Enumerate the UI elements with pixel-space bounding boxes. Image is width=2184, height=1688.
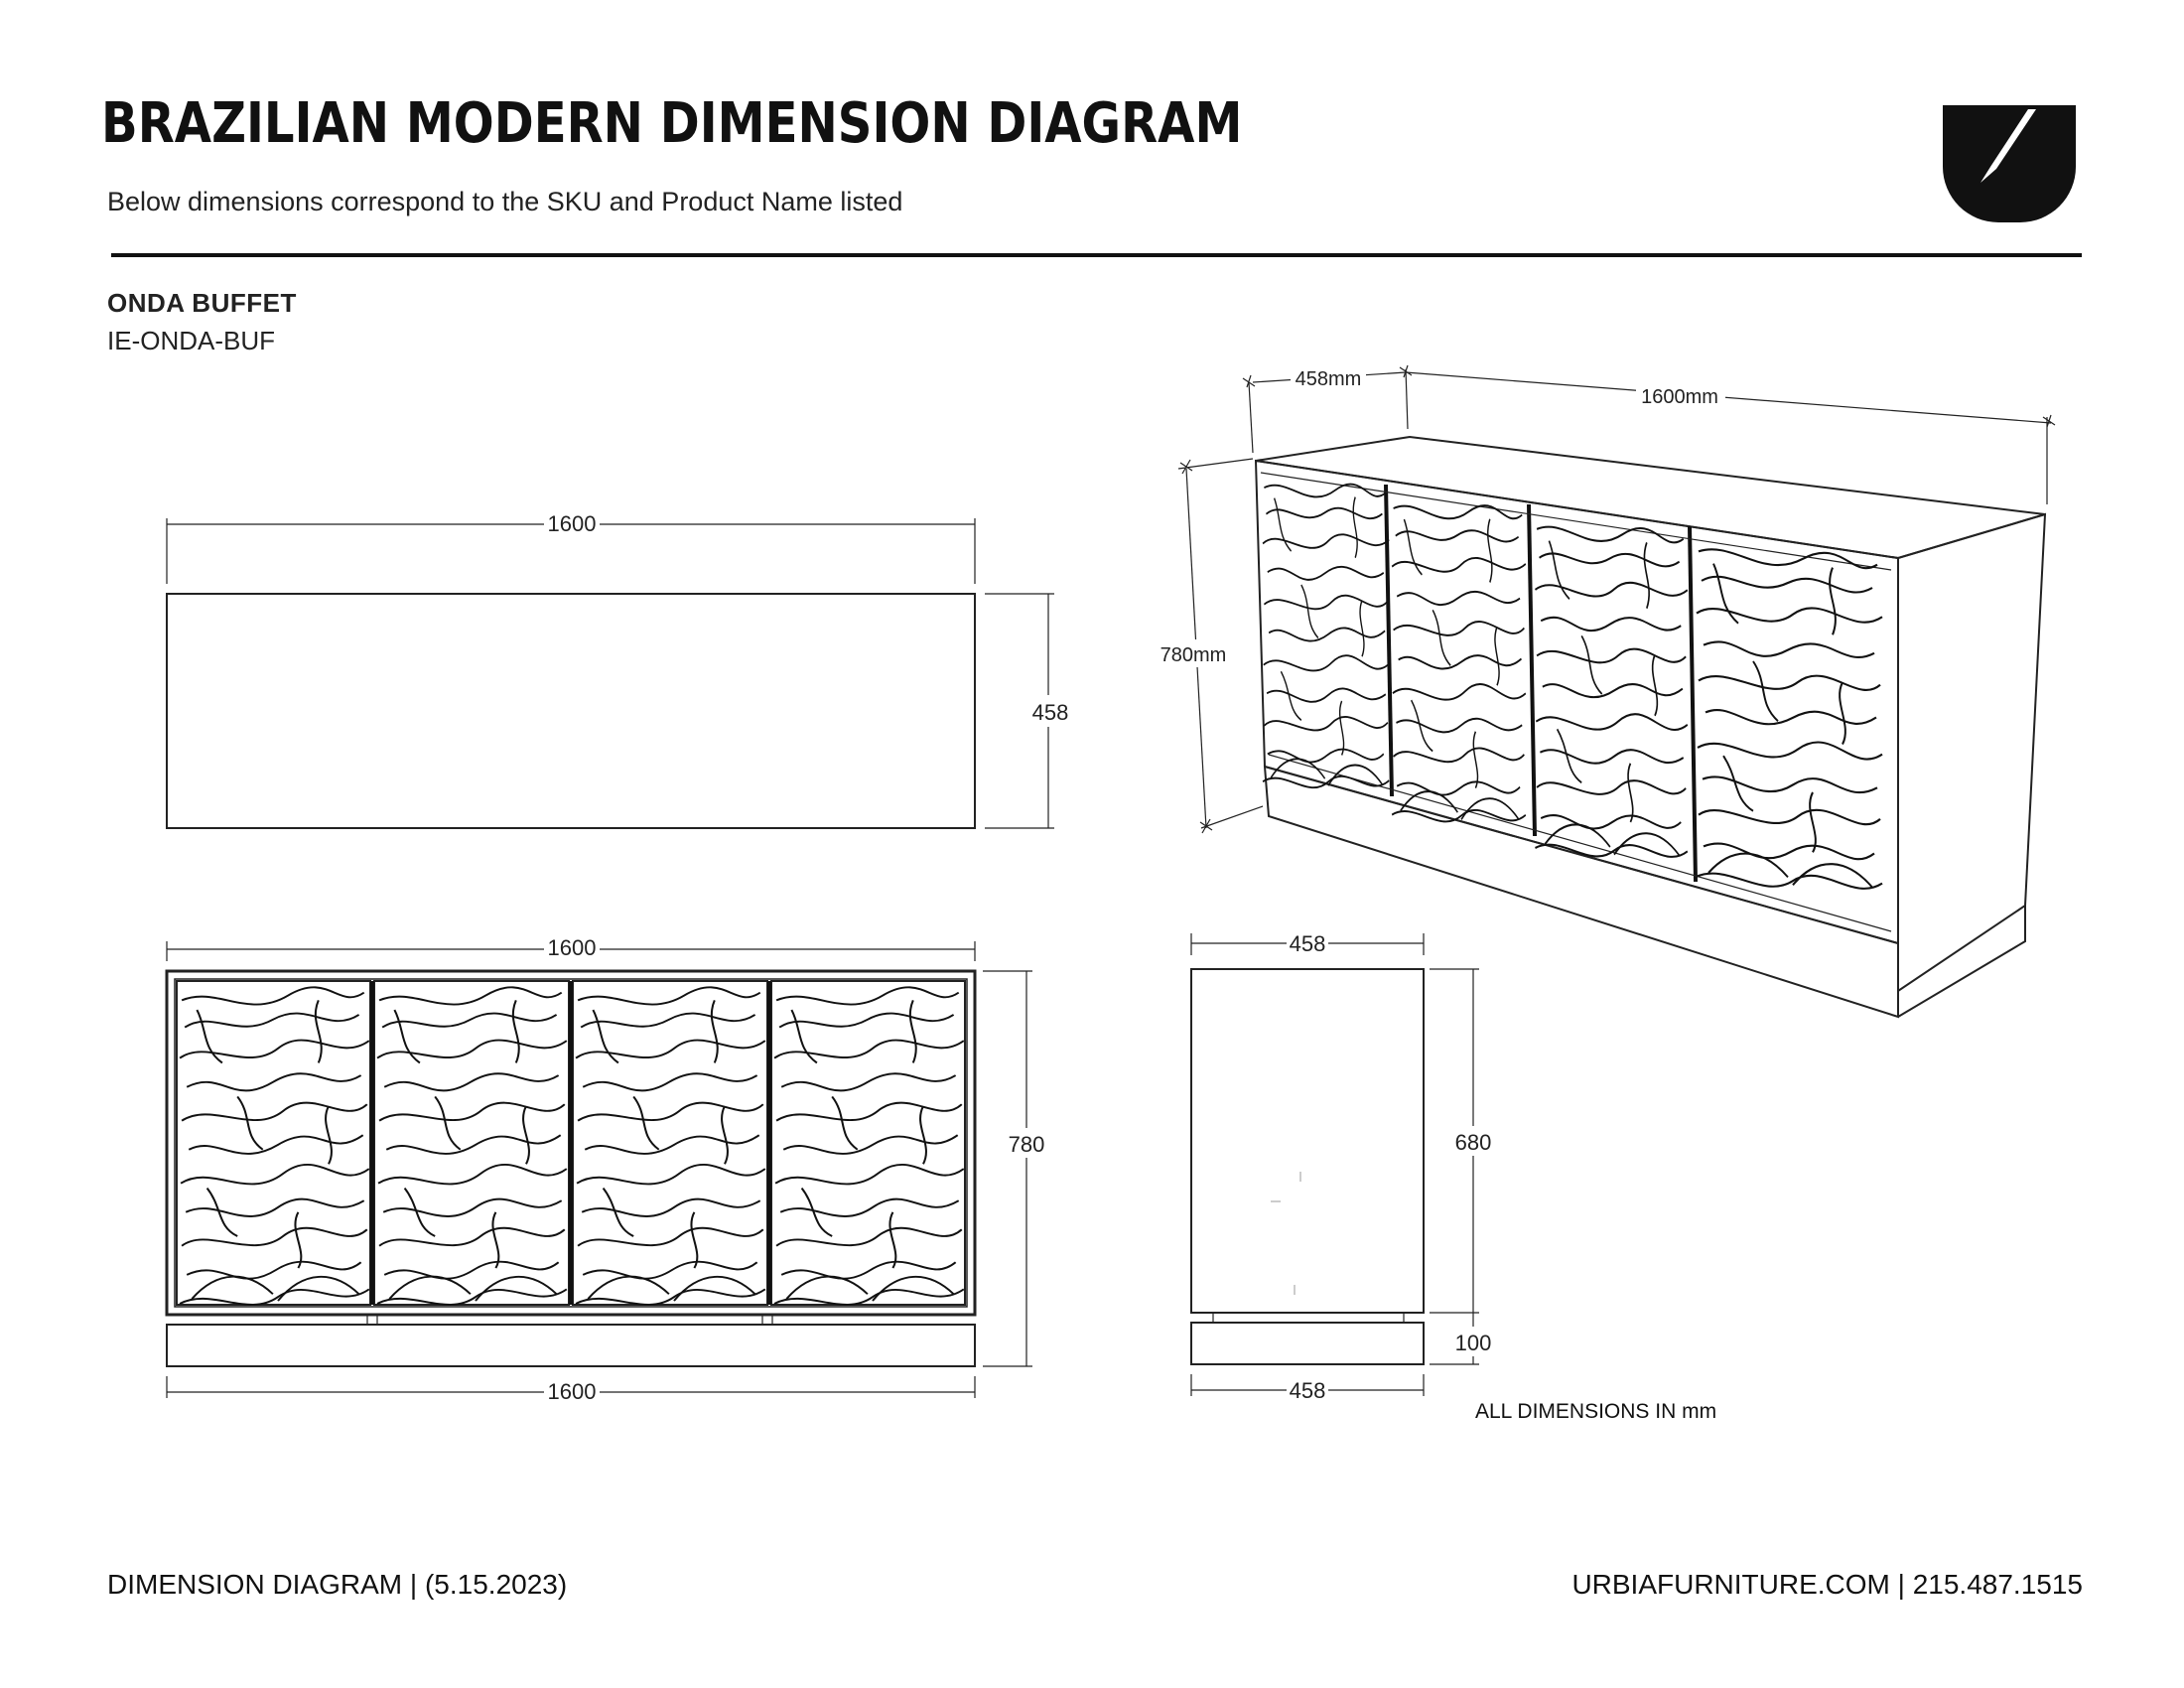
top-view-width-label: 1600 bbox=[547, 511, 597, 536]
units-note: ALL DIMENSIONS IN mm bbox=[1475, 1400, 1717, 1423]
iso-wave-carving bbox=[1263, 475, 1882, 900]
iso-depth-label: 458mm bbox=[1295, 368, 1362, 390]
front-view bbox=[167, 941, 1032, 1398]
side-view bbox=[1191, 933, 1479, 1396]
page-subtitle: Below dimensions correspond to the SKU and Product Name listed bbox=[107, 187, 903, 216]
side-view-body-height-label: 680 bbox=[1454, 1130, 1492, 1155]
side-view-plinth bbox=[1191, 1323, 1424, 1364]
product-name: ONDA BUFFET bbox=[107, 288, 297, 318]
iso-height-label: 780mm bbox=[1160, 644, 1227, 666]
iso-width-dim-line bbox=[1406, 372, 2051, 423]
iso-top-face bbox=[1256, 437, 2045, 558]
page-title: BRAZILIAN MODERN DIMENSION DIAGRAM bbox=[101, 91, 1243, 156]
iso-width-label: 1600mm bbox=[1641, 386, 1718, 408]
top-view-depth-label: 458 bbox=[1031, 700, 1069, 725]
top-view bbox=[167, 518, 1054, 828]
front-view-bottom-width-label: 1600 bbox=[547, 1379, 597, 1404]
iso-plinth bbox=[1265, 767, 1898, 1017]
side-view-base-height-label: 100 bbox=[1454, 1331, 1492, 1355]
iso-side-face bbox=[1898, 514, 2045, 991]
product-sku: IE-ONDA-BUF bbox=[107, 326, 275, 355]
side-view-bottom-depth-label: 458 bbox=[1289, 1378, 1326, 1403]
side-view-top-depth-label: 458 bbox=[1289, 931, 1326, 956]
front-view-plinth bbox=[167, 1325, 975, 1366]
iso-front-face bbox=[1256, 461, 1898, 943]
front-view-height-label: 780 bbox=[1008, 1132, 1045, 1157]
side-view-body bbox=[1191, 969, 1424, 1313]
footer-doc-info: DIMENSION DIAGRAM | (5.15.2023) bbox=[107, 1569, 568, 1600]
top-view-outline bbox=[167, 594, 975, 828]
footer-contact: URBIAFURNITURE.COM | 215.487.1515 bbox=[1571, 1569, 2083, 1600]
front-view-top-width-label: 1600 bbox=[547, 935, 597, 960]
